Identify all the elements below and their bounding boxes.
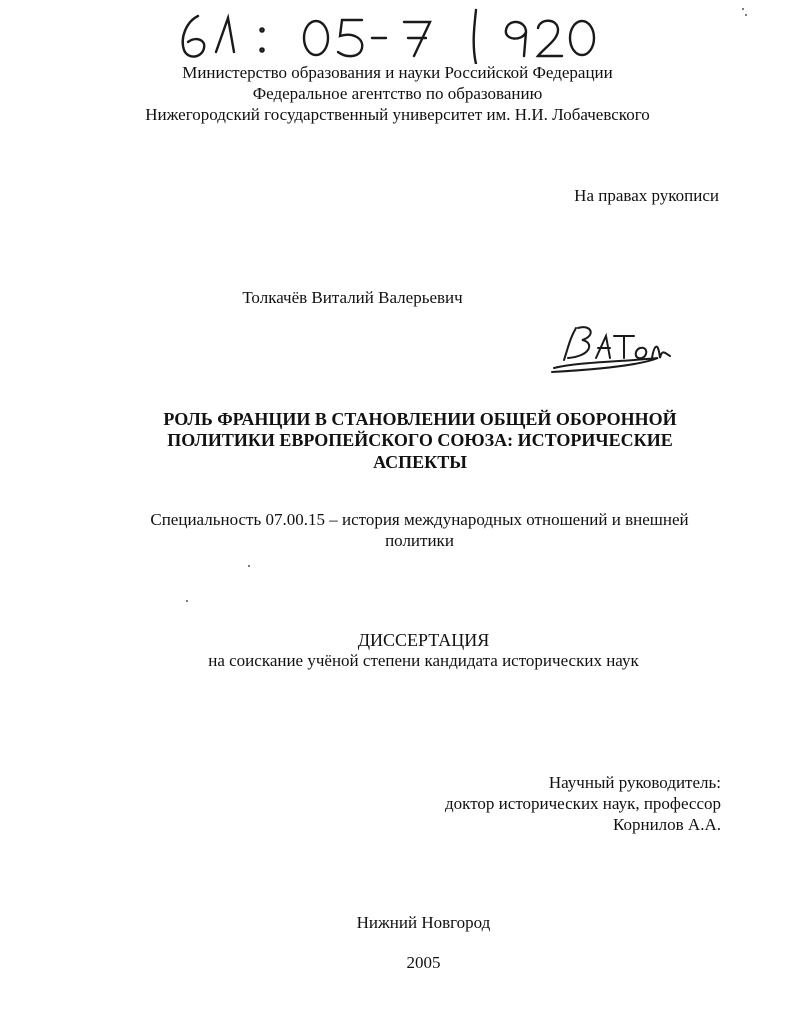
supervisor-credentials: доктор исторических наук, профессор bbox=[445, 794, 721, 813]
agency-line: Федеральное агентство по образованию bbox=[252, 84, 543, 103]
author-name: Толкачёв Виталий Валерьевич bbox=[242, 288, 463, 307]
scan-mark bbox=[248, 565, 250, 567]
supervisor-name: Корнилов А.А. bbox=[612, 815, 721, 834]
scan-mark bbox=[186, 600, 188, 602]
scan-mark bbox=[742, 8, 744, 10]
year: 2005 bbox=[406, 953, 441, 972]
rights-note: На правах рукописи bbox=[574, 186, 719, 205]
dissertation-label: ДИССЕРТАЦИЯ bbox=[357, 630, 490, 650]
title-line-1: РОЛЬ ФРАНЦИИ В СТАНОВЛЕНИИ ОБЩЕЙ ОБОРОННОЙ bbox=[163, 409, 677, 429]
university-line: Нижегородский государственный университет им. Н.И. Лобачевского bbox=[145, 105, 650, 124]
ministry-line: Министерство образования и науки Российской Федерации bbox=[182, 63, 613, 82]
title-line-3: АСПЕКТЫ bbox=[373, 452, 467, 472]
specialty-line-2: политики bbox=[385, 531, 454, 550]
degree-line: на соискание учёной степени кандидата исторических наук bbox=[208, 651, 639, 670]
city: Нижний Новгород bbox=[356, 913, 491, 932]
specialty-line-1: Специальность 07.00.15 – история международных отношений и внешней bbox=[150, 510, 689, 529]
title-line-2: ПОЛИТИКИ ЕВРОПЕЙСКОГО СОЮЗА: ИСТОРИЧЕСКИЕ bbox=[167, 430, 673, 450]
supervisor-role: Научный руководитель: bbox=[548, 773, 721, 792]
scan-mark bbox=[745, 14, 747, 16]
handwritten-catalog-number bbox=[176, 8, 606, 64]
author-signature bbox=[548, 318, 678, 378]
